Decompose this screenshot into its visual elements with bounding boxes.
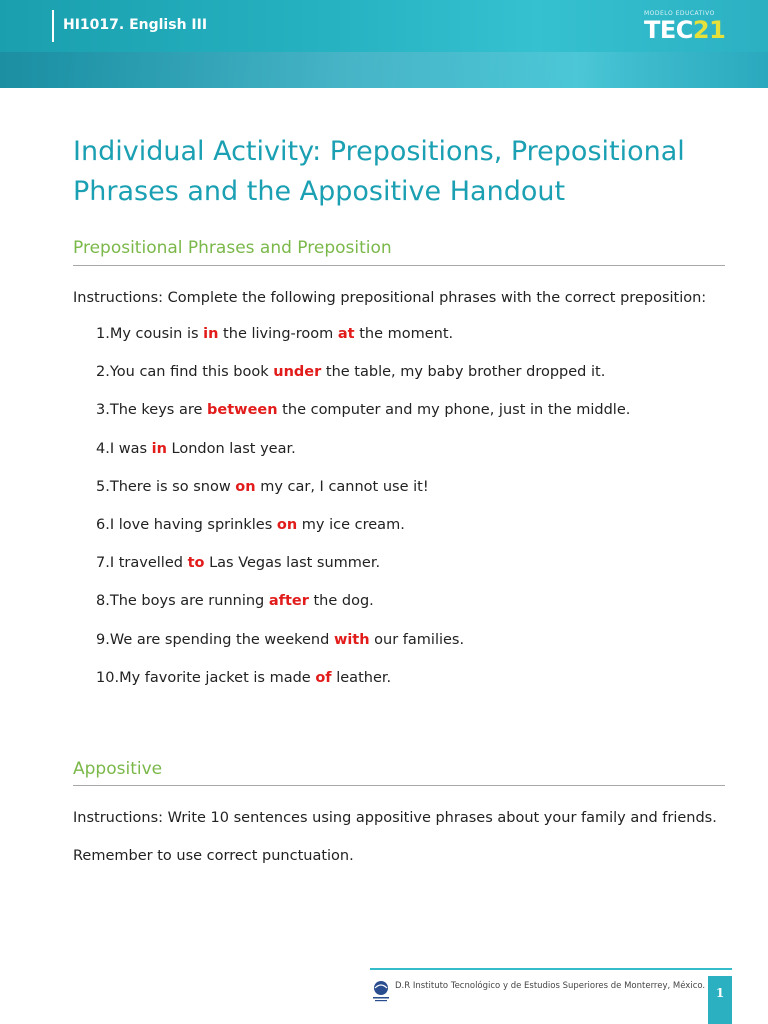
sentence-text: London last year.	[166, 440, 296, 457]
list-item	[96, 593, 630, 631]
section-divider	[73, 785, 725, 786]
sentence-text: our families.	[369, 631, 465, 648]
sentence-text: My favorite jacket is made	[119, 669, 316, 686]
sentence-text: my car, I cannot use it!	[255, 478, 429, 495]
list-item-number: 7.	[96, 555, 110, 572]
list-item-number: 5.	[96, 478, 110, 495]
sentence-text: my ice cream.	[297, 516, 405, 533]
list-item	[96, 326, 630, 364]
institution-logo	[370, 978, 392, 1004]
list-item-number: 3.	[96, 402, 110, 419]
sentence-text: I travelled	[109, 555, 188, 572]
list-item-number: 10.	[96, 669, 120, 686]
footer-divider	[370, 968, 732, 970]
sentence-text: The boys are running	[109, 593, 269, 610]
answer-preposition: of	[315, 669, 332, 686]
list-item	[96, 555, 630, 593]
answer-preposition: on	[235, 478, 256, 495]
punctuation-reminder: Remember to use correct punctuation.	[73, 848, 354, 864]
list-item-number: 6.	[96, 516, 110, 533]
page-header	[0, 0, 768, 88]
section-divider	[73, 265, 725, 266]
sentence-text: We are spending the weekend	[109, 631, 334, 648]
answer-preposition: between	[207, 402, 278, 419]
tec21-logo-text: TEC21	[644, 16, 726, 44]
list-item	[96, 479, 630, 517]
answer-preposition: on	[276, 516, 298, 533]
answer-preposition: at	[337, 326, 355, 342]
list-item	[96, 441, 630, 479]
footer-copyright: D.R Instituto Tecnológico y de Estudios Superiores de Monterrey, México.	[395, 981, 706, 991]
sentence-text: leather.	[331, 669, 392, 686]
list-item-number: 9.	[96, 631, 110, 648]
header-divider	[52, 10, 54, 42]
sentence-text: I love having sprinkles	[109, 516, 277, 533]
sentence-text: Las Vegas last summer.	[204, 555, 381, 572]
sentence-text: The keys are	[109, 402, 208, 419]
page-number-tab	[708, 976, 732, 1024]
instructions-prepositions: Instructions: Complete the following prepositional phrases with the correct preposition:	[73, 290, 707, 306]
sentence-text: There is so snow	[109, 478, 236, 495]
tec21-logo	[640, 10, 730, 44]
list-item	[96, 632, 630, 670]
answer-preposition: after	[268, 593, 309, 610]
document-title: Individual Activity: Prepositions, Prepositional Phrases and the Appositive Handout	[73, 136, 685, 207]
sentence-text: My cousin is	[109, 326, 204, 342]
list-item	[96, 402, 630, 440]
answer-preposition: with	[333, 631, 370, 648]
instructions-appositive: Instructions: Write 10 sentences using appositive phrases about your family and friends.	[73, 810, 717, 826]
list-item	[96, 364, 630, 402]
preposition-exercise-list	[96, 326, 630, 708]
list-item-number: 2.	[96, 364, 110, 381]
list-item	[96, 670, 630, 708]
list-item-number: 4.	[96, 440, 110, 457]
sentence-text: You can find this book	[109, 364, 274, 381]
sentence-text: the living-room	[218, 326, 338, 342]
section-heading-prepositions: Prepositional Phrases and Preposition	[73, 238, 392, 258]
sentence-text: the computer and my phone, just in the middle.	[277, 402, 631, 419]
list-item	[96, 517, 630, 555]
answer-preposition: to	[187, 555, 205, 572]
header-decoration	[60, 52, 760, 88]
section-heading-appositive: Appositive	[73, 759, 163, 779]
answer-preposition: under	[273, 364, 322, 381]
sentence-text: I was	[109, 440, 152, 457]
tec21-logo-tagline: MODELO EDUCATIVO	[644, 10, 715, 17]
list-item-number: 1.	[96, 326, 110, 342]
sentence-text: the moment.	[354, 326, 454, 342]
sentence-text: the dog.	[308, 593, 374, 610]
answer-preposition: in	[151, 440, 167, 457]
page-number: 1	[715, 986, 725, 1000]
course-title: HI1017. English III	[63, 17, 208, 33]
sentence-text: the table, my baby brother dropped it.	[321, 364, 606, 381]
answer-preposition: in	[203, 326, 219, 342]
list-item-number: 8.	[96, 593, 110, 610]
